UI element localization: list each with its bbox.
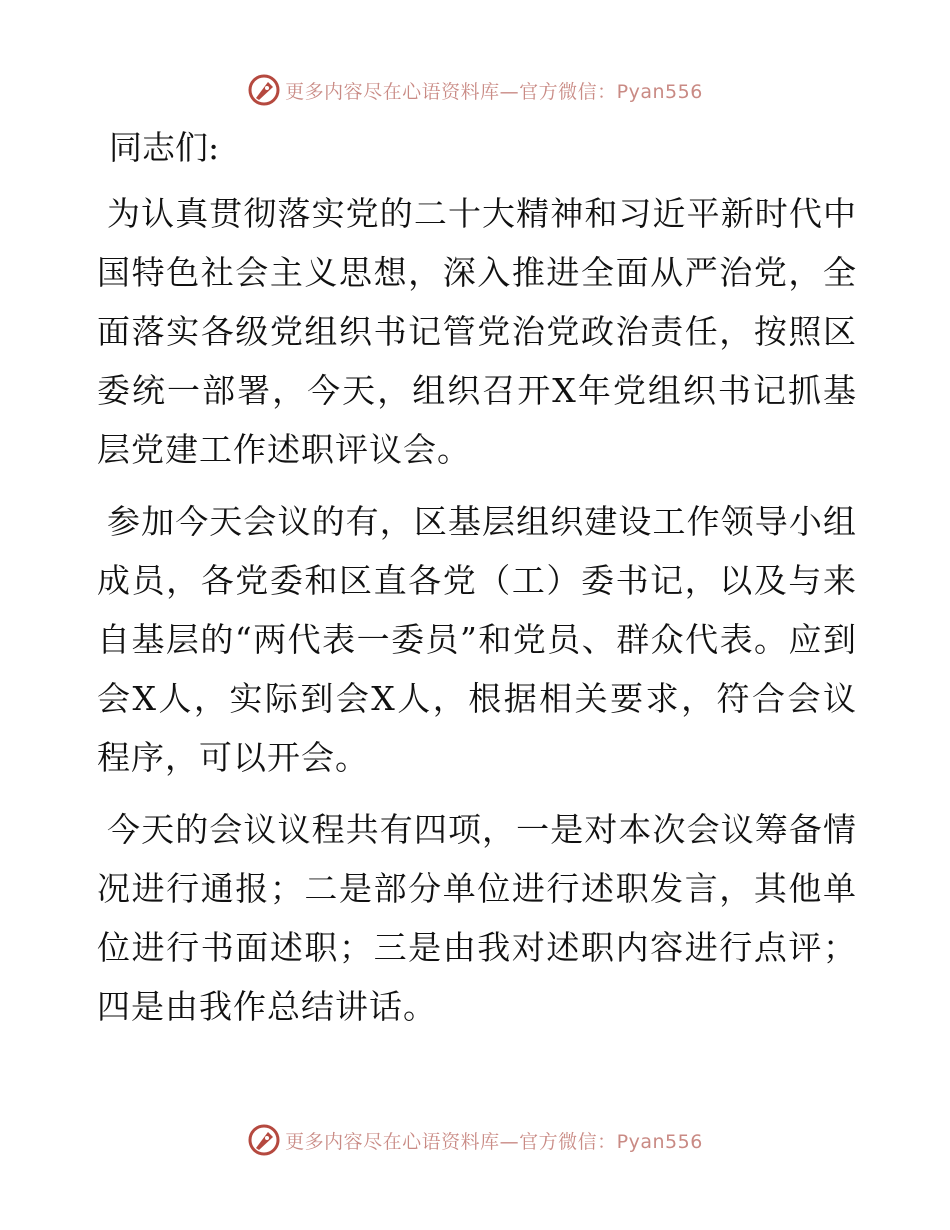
paragraph: 参加今天会议的有，区基层组织建设工作领导小组成员，各党委和区直各党（工）委书记，以及与来自基层的“两代表一委员”和党员、群众代表。应到会X人，实际到会X人，根据相关要求，符合会议程序，可以开会。 [97,502,857,777]
pen-nib-logo-icon [247,73,281,107]
header-watermark [0,70,950,110]
paragraph: 今天的会议议程共有四项，一是对本次会议筹备情况进行通报；二是部分单位进行述职发言，其他单位进行书面述职；三是由我对述职内容进行点评；四是由我作总结讲话。 [97,810,857,1026]
pen-nib-logo-icon [247,1123,281,1157]
watermark-text: 更多内容尽在心语资料库—官方微信：Pyan556 [285,80,703,103]
greeting: 同志们: [109,128,220,167]
footer-watermark [0,1120,950,1160]
watermark-text: 更多内容尽在心语资料库—官方微信：Pyan556 [285,1130,703,1153]
document-body [97,126,857,1049]
paragraph: 为认真贯彻落实党的二十大精神和习近平新时代中国特色社会主义思想，深入推进全面从严治党，全面落实各级党组织书记管党治党政治责任，按照区委统一部署，今天，组织召开X年党组织书记抓基层党建工作述职评议会。 [97,194,857,469]
